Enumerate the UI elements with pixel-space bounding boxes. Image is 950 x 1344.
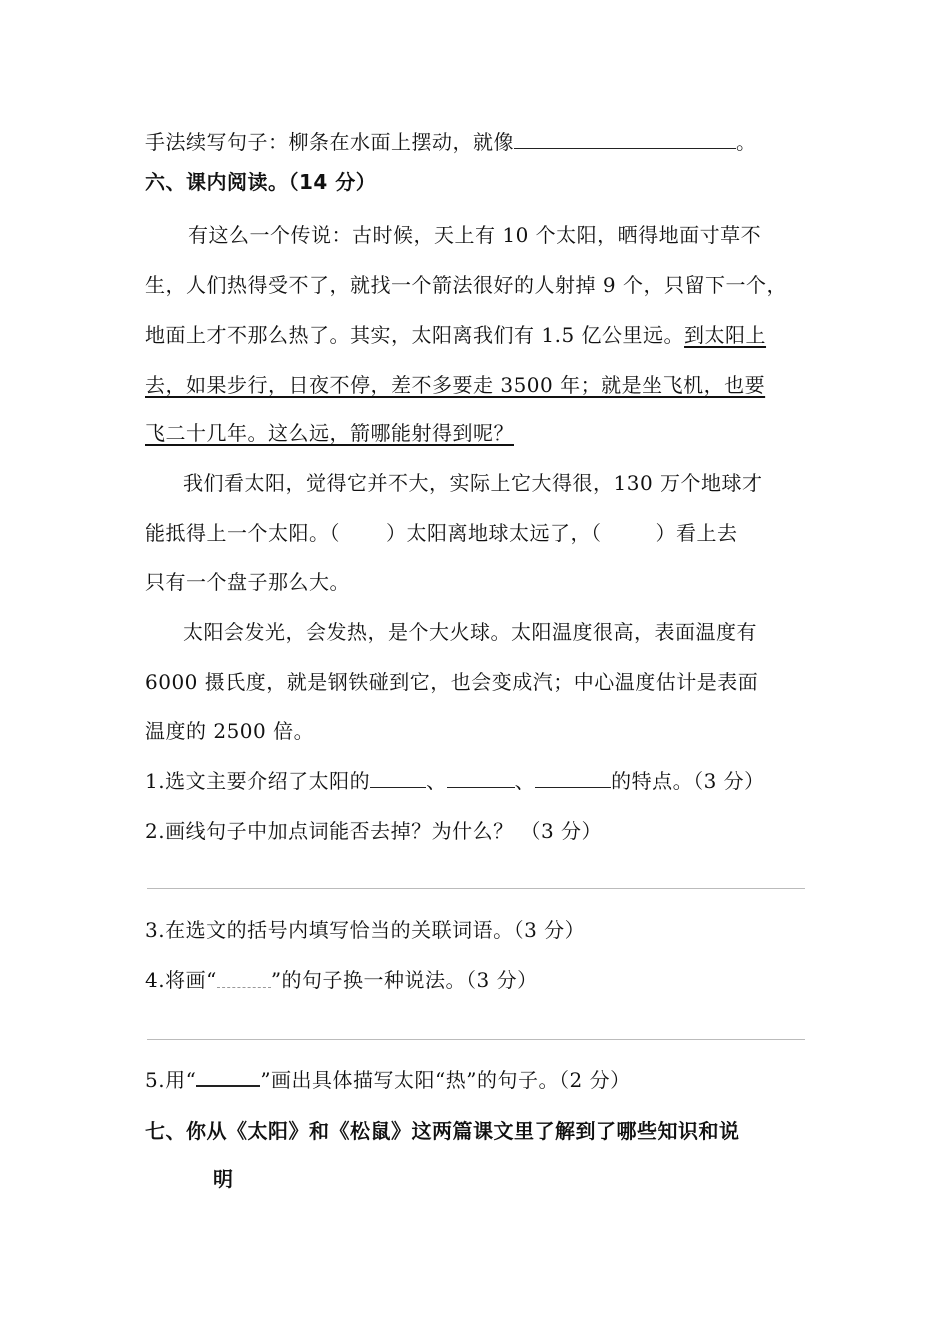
section-7-heading-line-1: 七、你从《太阳》和《松鼠》这两篇课文里了解到了哪些知识和说: [145, 1119, 740, 1143]
section-7-heading-line-2: 明: [213, 1167, 234, 1191]
straight-underline-mark: [196, 1065, 260, 1087]
answer-line-q4[interactable]: [147, 1039, 805, 1040]
passage-p2-line-3: 只有一个盘子那么大。: [145, 570, 350, 594]
continued-question: 手法续写句子：柳条在水面上摆动，就像 。: [145, 130, 757, 154]
section-6-heading: 六、课内阅读。（14 分）: [145, 170, 377, 194]
q1-blank-2[interactable]: [447, 767, 515, 788]
answer-line-q2[interactable]: [147, 888, 805, 889]
passage-p1-line-2: 生，人们热得受不了，就找一个箭法很好的人射掉 9 个，只留下一个，: [145, 273, 787, 297]
question-4: 4.将画“ ”的句子换一种说法。（3 分）: [145, 968, 538, 992]
passage-p3-line-3: 温度的 2500 倍。: [145, 719, 315, 743]
answer-blank[interactable]: [514, 128, 736, 149]
question-5: 5.用“ ”画出具体描写太阳“热”的句子。（2 分）: [145, 1065, 631, 1095]
question-1: 1.选文主要介绍了太阳的 、 、 的特点。（3 分）: [145, 769, 765, 793]
q1-blank-1[interactable]: [370, 767, 426, 788]
passage-p2-line-2: 能抵得上一个太阳。（ ）太阳离地球太远了，（ ）看上去: [145, 521, 738, 545]
passage-p1-line-5: 飞二十几年。这么远，箭哪能射得到呢？: [145, 421, 514, 445]
passage-p3-line-2: 6000 摄氏度，就是钢铁碰到它，也会变成汽；中心温度估计是表面: [145, 670, 759, 694]
passage-p1-line-1: 有这么一个传说：古时候，天上有 10 个太阳，晒得地面寸草不: [188, 223, 762, 247]
question-3: 3.在选文的括号内填写恰当的关联词语。（3 分）: [145, 918, 586, 942]
passage-p1-line-3: 地面上才不那么热了。其实，太阳离我们有 1.5 亿公里远。到太阳上: [145, 323, 767, 347]
q1-blank-3[interactable]: [535, 767, 611, 788]
passage-p2-line-1: 我们看太阳，觉得它并不大，实际上它大得很，130 万个地球才: [183, 471, 763, 495]
underlined-sentence: 到太阳上: [684, 323, 767, 347]
passage-p1-line-4: 去，如果步行，日夜不停，差不多要走 3500 年；就是坐飞机，也要: [145, 373, 766, 397]
wavy-underline-mark: [217, 975, 271, 988]
question-2: 2.画线句子中加点词能否去掉？为什么？ （3 分）: [145, 819, 603, 843]
passage-p3-line-1: 太阳会发光，会发热，是个大火球。太阳温度很高，表面温度有: [183, 620, 757, 644]
